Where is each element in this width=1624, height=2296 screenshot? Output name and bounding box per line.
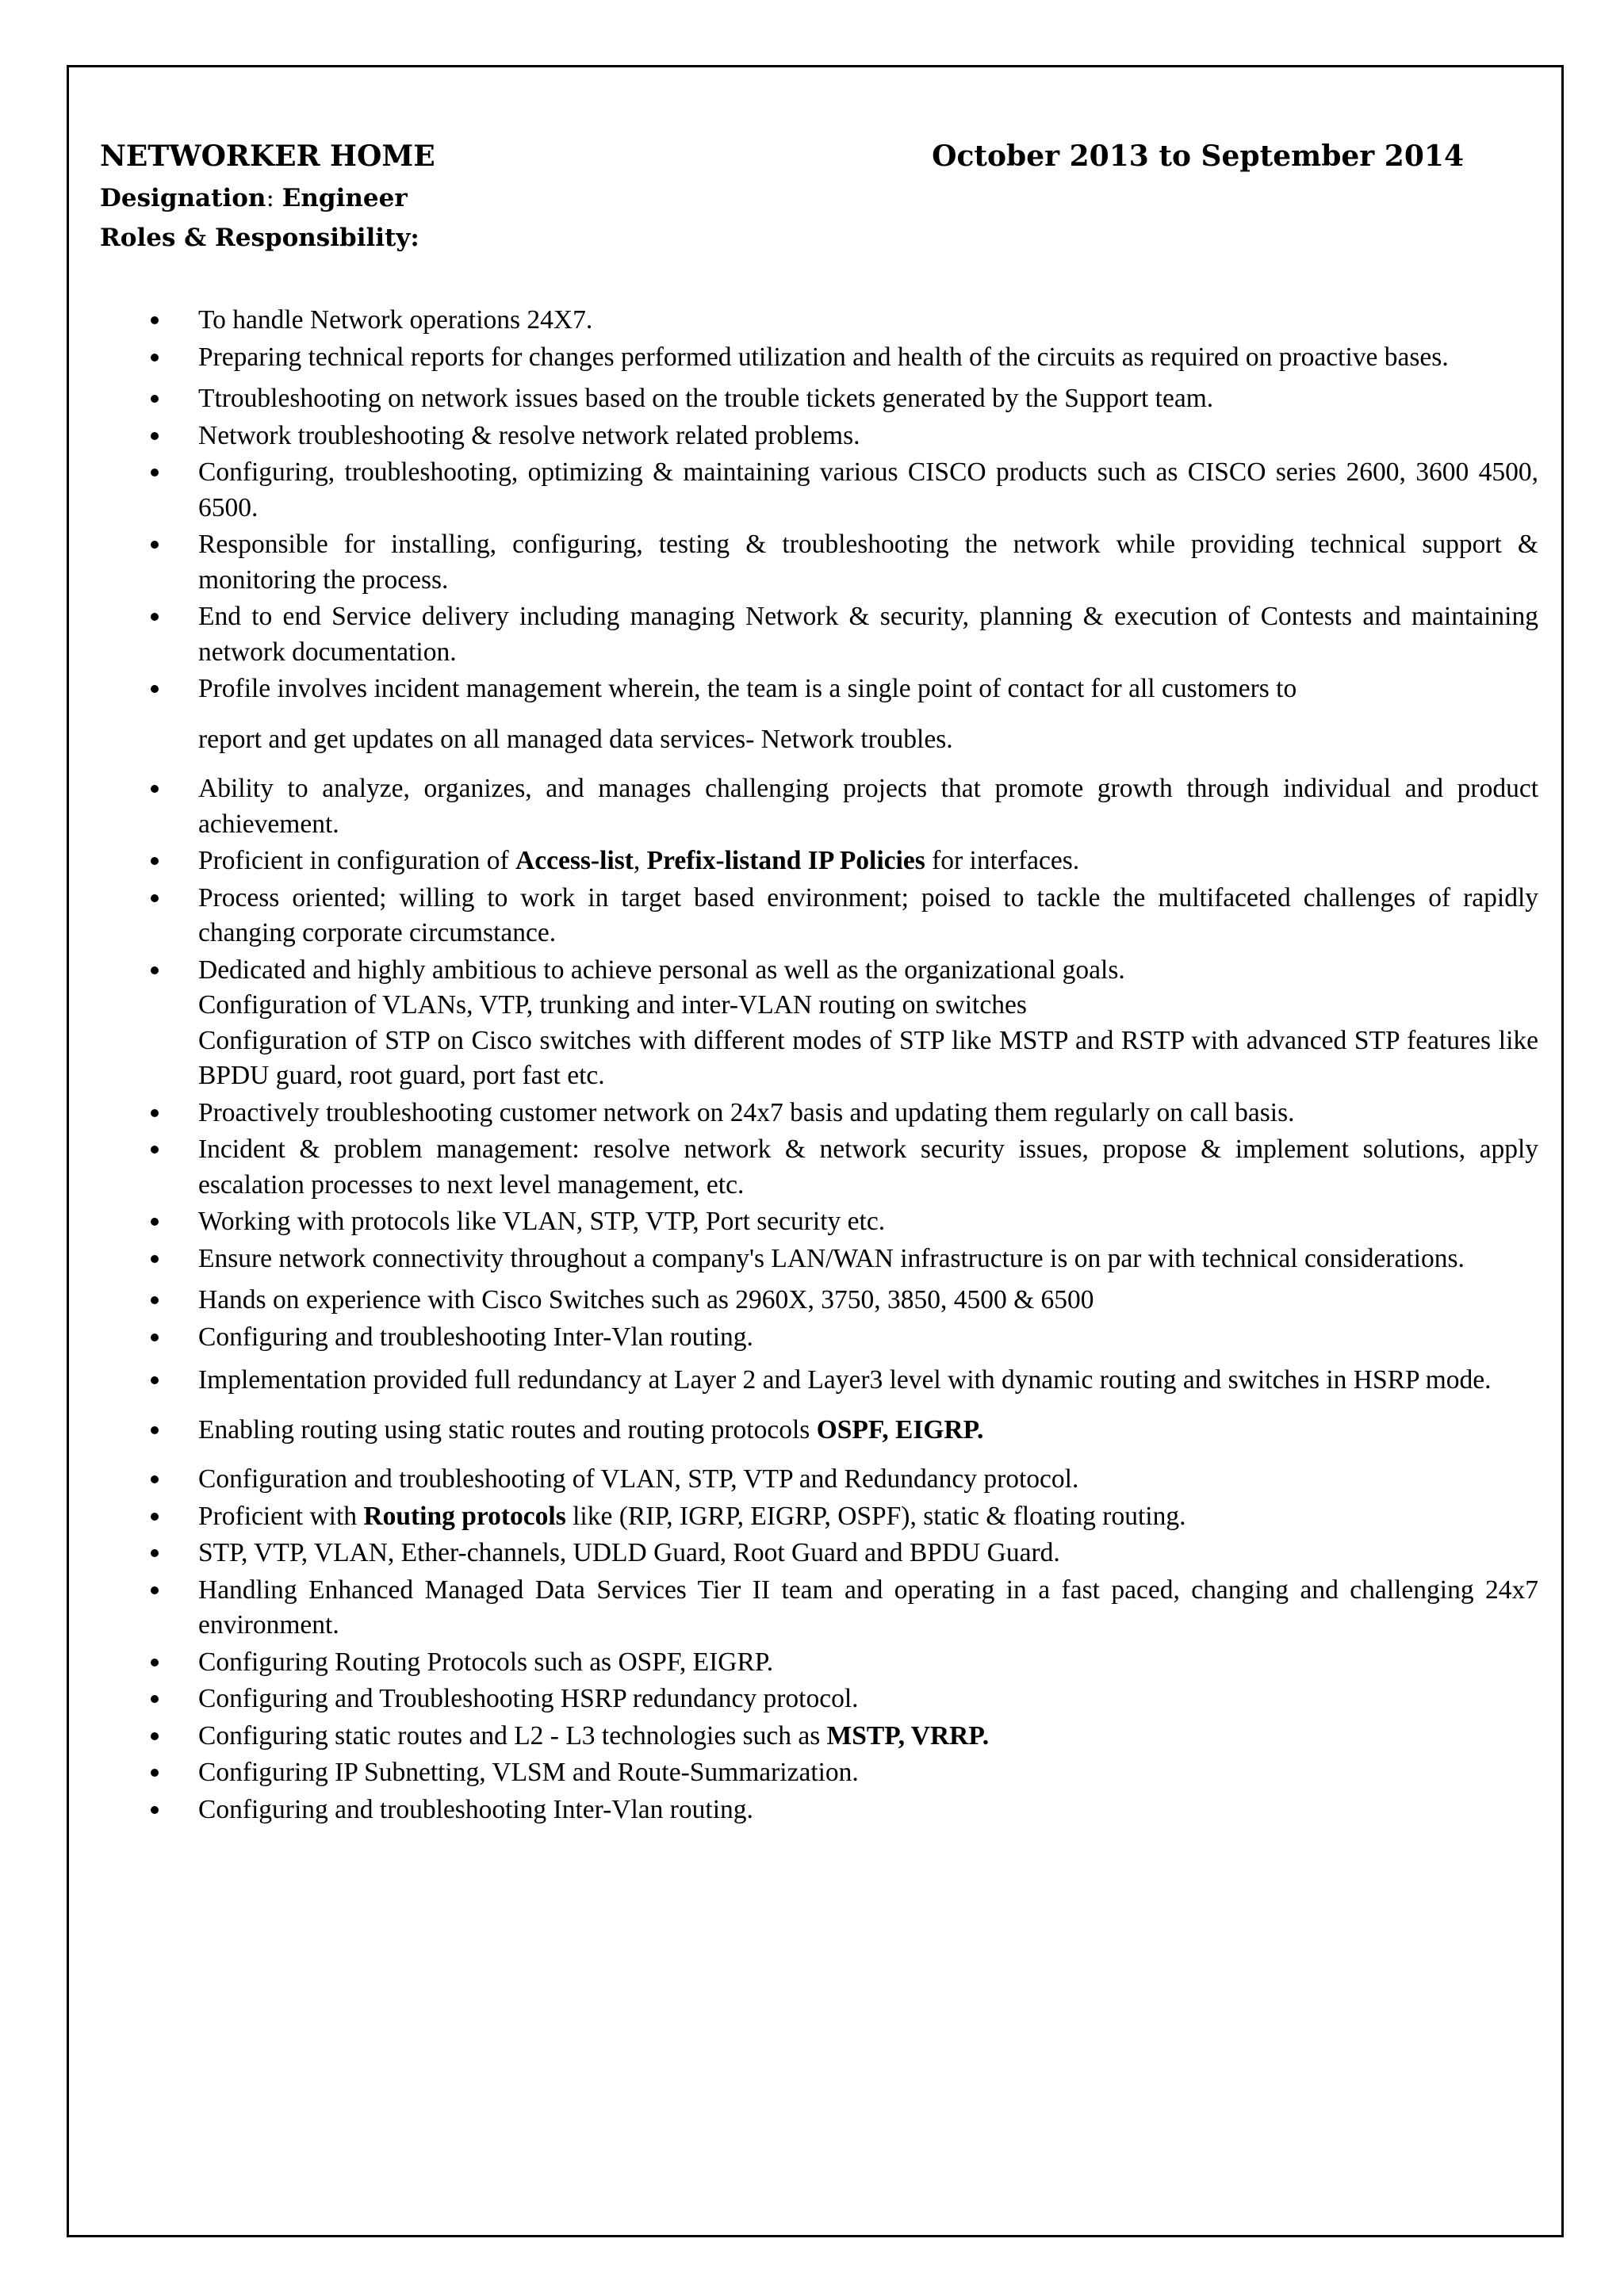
designation-label: Designation bbox=[100, 184, 266, 212]
bullet-icon bbox=[151, 1732, 159, 1740]
bullet-icon bbox=[151, 432, 159, 440]
list-item: Configuring, troubleshooting, optimizing & maintaining various CISCO products such as CISCO series 2600, 3600 4500, 6500. bbox=[151, 455, 1538, 526]
list-item: Profile involves incident management wherein, the team is a single point of contact for all customers to report and get updates on all managed data services- Network troubles. bbox=[151, 672, 1538, 757]
list-item: Configuring and troubleshooting Inter-Vlan routing. bbox=[151, 1793, 1538, 1828]
roles-heading: Roles & Responsibility: bbox=[100, 224, 419, 252]
bullet-icon bbox=[151, 469, 159, 476]
bullet-icon bbox=[151, 1513, 159, 1521]
list-item: Configuring Routing Protocols such as OSPF, EIGRP. bbox=[151, 1645, 1538, 1681]
list-item: Ability to analyze, organizes, and manages challenging projects that promote growth through individual and product achievement. bbox=[151, 771, 1538, 842]
bullet-icon bbox=[151, 354, 159, 362]
list-item: Dedicated and highly ambitious to achieve personal as well as the organizational goals. Configuration of VLANs, VTP, trunking and inter-VLAN routing on switches Configuration of STP on Cisco switches with different modes of STP like MSTP and RSTP with advanced STP features like BPDU guard, root guard, port fast etc. bbox=[151, 953, 1538, 1094]
list-item: Proactively troubleshooting customer network on 24x7 basis and updating them regularly on call basis. bbox=[151, 1096, 1538, 1131]
bullet-icon bbox=[151, 1549, 159, 1557]
list-item: Responsible for installing, configuring, testing & troubleshooting the network while providing technical support & monitoring the process. bbox=[151, 527, 1538, 598]
list-item: Proficient in configuration of Access-list, Prefix-listand IP Policies for interfaces. bbox=[151, 844, 1538, 879]
company-name: NETWORKER HOME bbox=[100, 140, 435, 173]
bullet-icon bbox=[151, 1296, 159, 1304]
list-item: Enabling routing using static routes and routing protocols OSPF, EIGRP. bbox=[151, 1413, 1538, 1448]
list-item: To handle Network operations 24X7. bbox=[151, 303, 1538, 339]
list-item: Process oriented; willing to work in target based environment; poised to tackle the multifaceted challenges of rapidly changing corporate circumstance. bbox=[151, 881, 1538, 951]
bullet-icon bbox=[151, 316, 159, 324]
bullet-icon bbox=[151, 1806, 159, 1814]
bullet-icon bbox=[151, 1659, 159, 1667]
bullet-icon bbox=[151, 541, 159, 549]
list-item: STP, VTP, VLAN, Ether-channels, UDLD Guard, Root Guard and BPDU Guard. bbox=[151, 1536, 1538, 1571]
list-item: Ensure network connectivity throughout a company's LAN/WAN infrastructure is on par with technical considerations. bbox=[151, 1242, 1538, 1277]
bullet-icon bbox=[151, 1109, 159, 1117]
bullet-icon bbox=[151, 1695, 159, 1703]
bullet-icon bbox=[151, 1376, 159, 1384]
list-item: Handling Enhanced Managed Data Services Tier II team and operating in a fast paced, changing and challenging 24x7 environment. bbox=[151, 1573, 1538, 1644]
list-item: Ttroubleshooting on network issues based on the trouble tickets generated by the Support team. bbox=[151, 381, 1538, 417]
bullet-icon bbox=[151, 1586, 159, 1594]
bullet-icon bbox=[151, 966, 159, 974]
list-item: Configuring and Troubleshooting HSRP redundancy protocol. bbox=[151, 1682, 1538, 1717]
list-item: Configuring static routes and L2 - L3 technologies such as MSTP, VRRP. bbox=[151, 1719, 1538, 1755]
bullet-icon bbox=[151, 785, 159, 793]
list-item: Incident & problem management: resolve network & network security issues, propose & implement solutions, apply escalation processes to next level management, etc. bbox=[151, 1132, 1538, 1203]
bullet-icon bbox=[151, 894, 159, 902]
bullet-icon bbox=[151, 1426, 159, 1434]
employment-dates: October 2013 to September 2014 bbox=[932, 140, 1464, 173]
list-item: Configuring IP Subnetting, VLSM and Route-Summarization. bbox=[151, 1755, 1538, 1791]
designation: Designation: Engineer bbox=[100, 184, 408, 212]
bullet-icon bbox=[151, 1334, 159, 1341]
list-item: Preparing technical reports for changes performed utilization and health of the circuits as required on proactive bases. bbox=[151, 340, 1538, 376]
bullet-icon bbox=[151, 857, 159, 865]
responsibilities-list bbox=[151, 303, 1538, 1829]
list-item: Implementation provided full redundancy at Layer 2 and Layer3 level with dynamic routing and switches in HSRP mode. bbox=[151, 1363, 1538, 1399]
bullet-icon bbox=[151, 685, 159, 693]
bullet-icon bbox=[151, 1255, 159, 1263]
bullet-icon bbox=[151, 1475, 159, 1483]
list-item: Configuring and troubleshooting Inter-Vlan routing. bbox=[151, 1320, 1538, 1356]
bullet-icon bbox=[151, 1218, 159, 1226]
list-item: End to end Service delivery including managing Network & security, planning & execution of Contests and maintaining network documentation. bbox=[151, 599, 1538, 670]
bullet-icon bbox=[151, 613, 159, 621]
bullet-icon bbox=[151, 1146, 159, 1154]
list-item: Network troubleshooting & resolve network related problems. bbox=[151, 419, 1538, 454]
list-item: Hands on experience with Cisco Switches such as 2960X, 3750, 3850, 4500 & 6500 bbox=[151, 1283, 1538, 1318]
list-item: Configuration and troubleshooting of VLAN, STP, VTP and Redundancy protocol. bbox=[151, 1462, 1538, 1498]
bullet-icon bbox=[151, 1769, 159, 1777]
list-item: Proficient with Routing protocols like (RIP, IGRP, EIGRP, OSPF), static & floating routing. bbox=[151, 1499, 1538, 1535]
bullet-icon bbox=[151, 395, 159, 403]
list-item: Working with protocols like VLAN, STP, VTP, Port security etc. bbox=[151, 1204, 1538, 1240]
designation-value: Engineer bbox=[282, 184, 408, 212]
